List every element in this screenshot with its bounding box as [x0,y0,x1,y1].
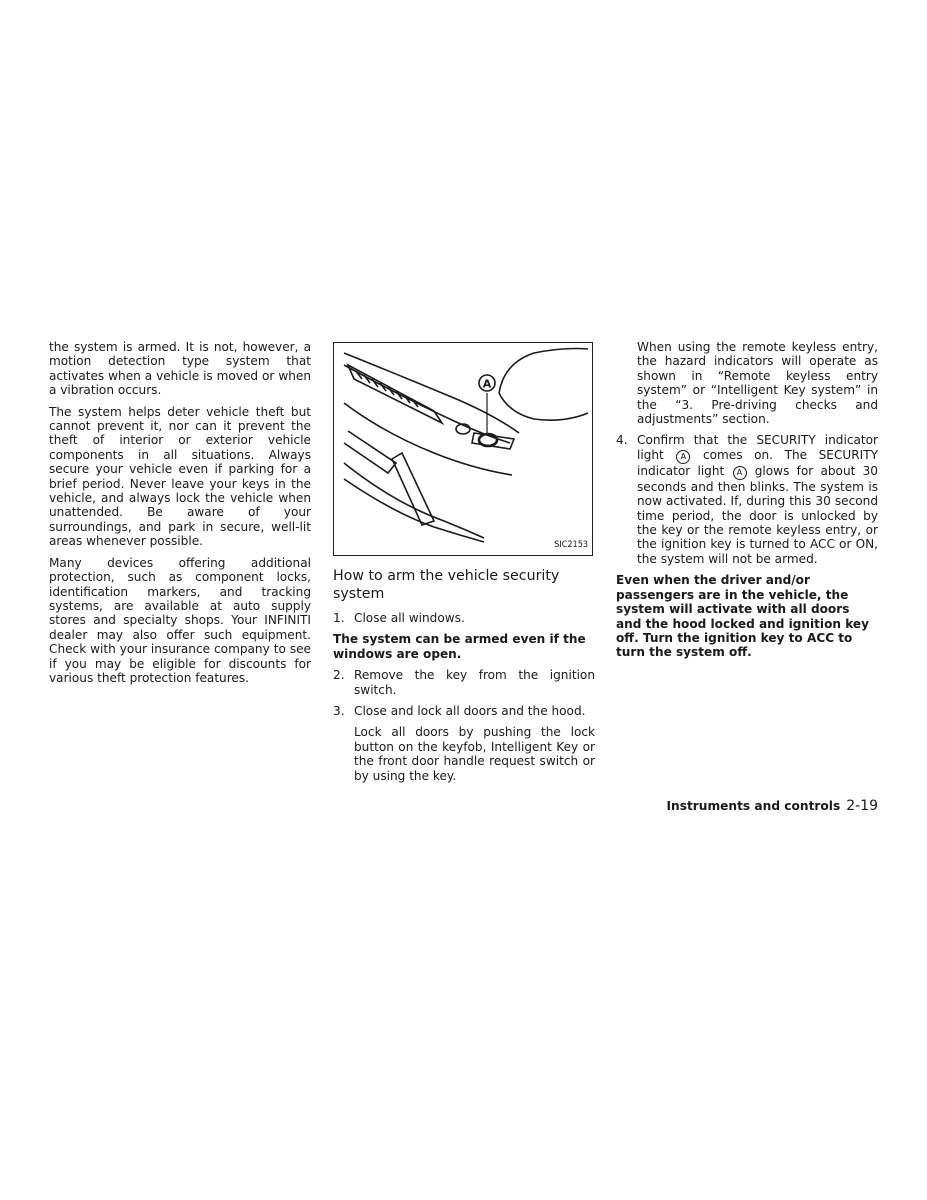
column-left [49,340,311,692]
section-name: Instruments and controls [666,799,841,813]
figure-code: SIC2153 [554,539,588,550]
callout-a-icon [479,375,495,391]
warning-passengers: Even when the driver and/or passengers are in the vehicle, the system will activate with all doors and the hood locked and ignition key off. Turn the ignition key to ACC to turn the system off. [616,573,869,660]
paragraph-additional-devices: Many devices offering additional protection, such as component locks, identification markers, and tracking systems, are available at auto supply stores and specialty shops. Your INFINITI dealer may also offer such equipment. Check with your insurance company to see if you may be eligible for discounts for various theft protection features. [49,555,311,685]
callout-a-icon: A [676,450,690,464]
page-footer [666,798,878,814]
step-3 [333,704,595,718]
step-text: Close and lock all doors and the hood. [354,704,586,719]
paragraph-deter-theft: The system helps deter vehicle theft but cannot prevent it, nor can it prevent the theft of interior or exterior vehicle components in all situations. Always secure your vehicle even if parking for a brief period. Never leave your keys in the vehicle, and always lock the vehicle when unattended. Be aware of your surroundings, and park in secure, well-lit areas whenever possible. [49,404,311,549]
step-2 [333,668,595,697]
step-1 [333,611,595,625]
step-number: 3. [333,704,345,719]
step-text: Remove the key from the ignition switch. [354,668,595,697]
svg-text:A: A [482,377,492,391]
paragraph-armed-not-motion: the system is armed. It is not, however, a motion detection type system that activates when a vehicle is moved or when a vibration occurs. [49,340,311,398]
step-text: Close all windows. [354,611,465,625]
step-3-detail: Lock all doors by pushing the lock button on the keyfob, Intelligent Key or the front door handle request switch or by using the key. [354,725,595,783]
step-number: 2. [333,668,345,683]
dashboard-illustration [334,343,592,555]
column-middle [333,342,595,790]
page-number: 2-19 [846,798,878,814]
step-text: Confirm that the SECURITY indicator light A comes on. The SECURITY indicator light A glows for about 30 seconds and then blinks. The system is now activated. If, during this 30 second time period, the door is unlocked by the key or the remote keyless entry, or the ignition key is turned to ACC or ON, the system will not be armed. [637,433,878,566]
step-number: 4. [616,433,628,448]
section-heading: How to arm the vehicle security system [333,568,560,602]
step-3-continued: When using the remote keyless entry, the hazard indicators will operate as shown in “Remote keyless entry system” or “Intelligent Key system” in the “3. Pre-driving checks and adjustments” section. [637,340,878,427]
step-4 [616,433,878,566]
column-right [616,340,878,667]
note-windows-open: The system can be armed even if the windows are open. [333,632,586,661]
step-number: 1. [333,611,345,625]
security-indicator-figure [333,342,593,556]
callout-a-icon: A [733,466,747,480]
